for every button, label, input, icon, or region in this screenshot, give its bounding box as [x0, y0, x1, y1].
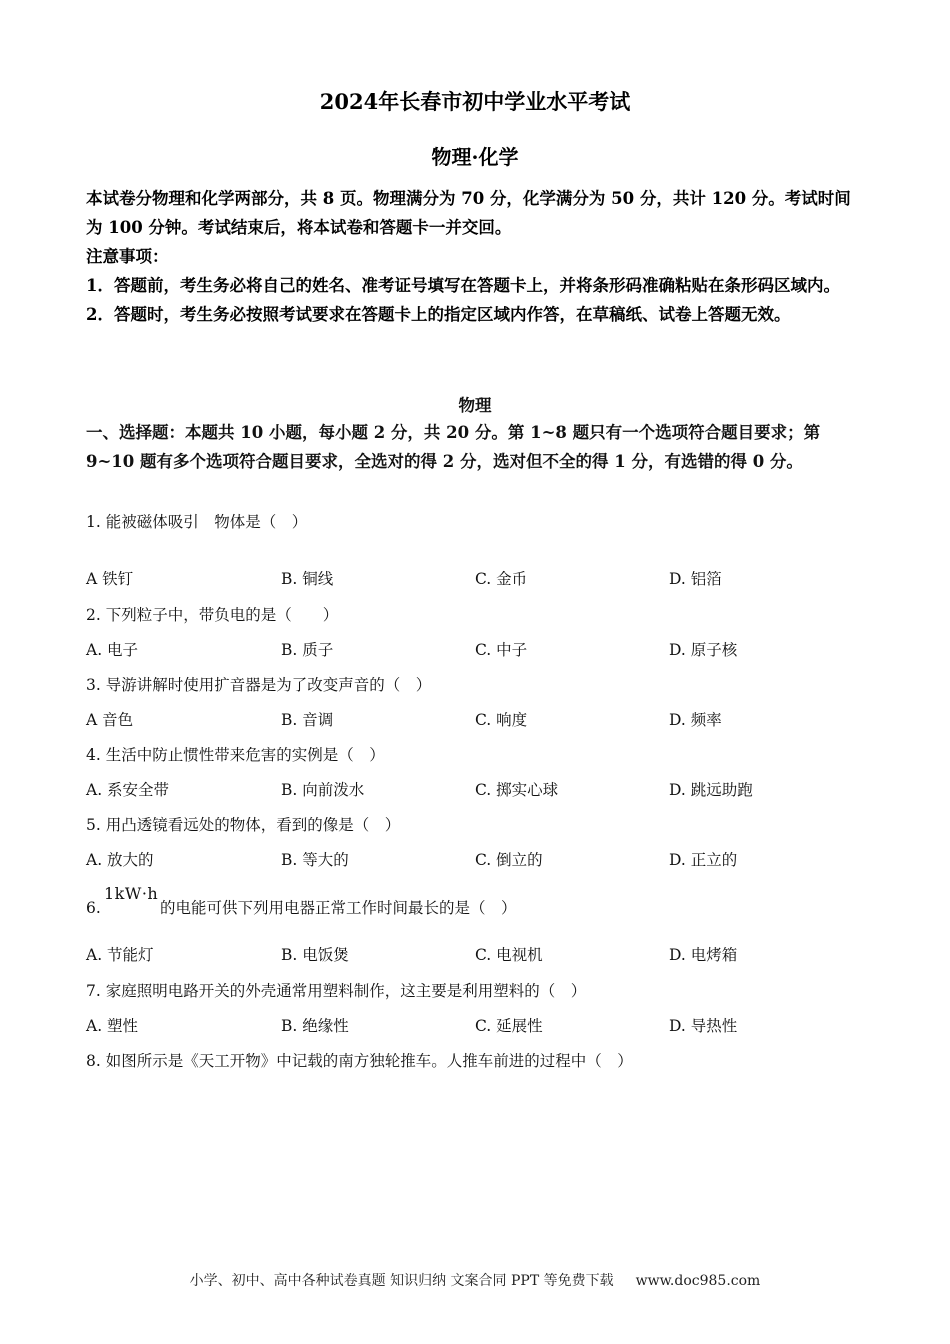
- question-stem: 5. 用凸透镜看远处的物体，看到的像是（ ）: [86, 816, 401, 834]
- option-d: D. 原子核: [669, 641, 738, 659]
- exam-subtitle: 物理·化学: [431, 145, 519, 169]
- question-options: [86, 945, 866, 965]
- question-stem: 的电能可供下列用电器正常工作时间最长的是（ ）: [160, 899, 517, 917]
- option-c: C. 中子: [475, 641, 528, 659]
- section-title: 物理: [458, 396, 492, 415]
- exam-instructions: [86, 184, 866, 329]
- option-b: B. 绝缘性: [281, 1017, 349, 1035]
- question-number: 6.: [86, 899, 101, 917]
- option-c: C. 倒立的: [475, 851, 543, 869]
- option-a: A. 节能灯: [86, 946, 154, 964]
- option-d: D. 跳远助跑: [669, 781, 753, 799]
- option-b: B. 铜线: [281, 570, 334, 588]
- note-1: 1．答题前，考生务必将自己的姓名、准考证号填写在答题卡上，并将条形码准确粘贴在条形码区域内。: [86, 276, 840, 295]
- option-d: D. 正立的: [669, 851, 738, 869]
- option-c: C. 延展性: [475, 1017, 543, 1035]
- option-c: C. 电视机: [475, 946, 543, 964]
- option-b: B. 音调: [281, 711, 334, 729]
- option-b: B. 质子: [281, 641, 334, 659]
- section-description: 一、选择题：本题共 10 小题，每小题 2 分，共 20 分。第 1~8 题只有一个选项符合题目要求；第 9~10 题有多个选项符合题目要求，全选对的得 2 分，选对但不全的得 1 分，有选错的得 0 分。: [86, 423, 821, 471]
- exam-overview: 本试卷分物理和化学两部分，共 8 页。物理满分为 70 分，化学满分为 50 分，共计 120 分。考试时间为 100 分钟。考试结束后，将本试卷和答题卡一并交回。: [86, 189, 851, 237]
- option-b: B. 电饭煲: [281, 946, 349, 964]
- energy-formula: 1kW·h: [104, 884, 159, 903]
- question-options: [86, 780, 866, 800]
- option-c: C. 响度: [475, 711, 528, 729]
- question-stem: 3. 导游讲解时使用扩音器是为了改变声音的（ ）: [86, 676, 432, 694]
- question-stem: 4. 生活中防止惯性带来危害的实例是（ ）: [86, 746, 385, 764]
- question-stem: 2. 下列粒子中，带负电的是（ ）: [86, 606, 339, 624]
- question-options: [86, 569, 866, 589]
- option-a: A. 放大的: [86, 851, 154, 869]
- question-stem: 7. 家庭照明电路开关的外壳通常用塑料制作，这主要是利用塑料的（ ）: [86, 982, 587, 1000]
- footer-text: 小学、初中、高中各种试卷真题 知识归纳 文案合同 PPT 等免费下载: [189, 1273, 614, 1289]
- option-d: D. 导热性: [669, 1017, 738, 1035]
- option-a: A 音色: [86, 711, 134, 729]
- option-a: A 铁钉: [86, 570, 134, 588]
- option-d: D. 频率: [669, 711, 722, 729]
- option-b: B. 等大的: [281, 851, 349, 869]
- page-footer: [0, 1270, 950, 1290]
- option-d: D. 铝箔: [669, 570, 722, 588]
- footer-link[interactable]: www.doc985.com: [635, 1273, 761, 1289]
- option-a: A. 塑性: [86, 1017, 139, 1035]
- option-a: A. 系安全带: [86, 781, 170, 799]
- note-2: 2．答题时，考生务必按照考试要求在答题卡上的指定区域内作答，在草稿纸、试卷上答题无效。: [86, 305, 791, 324]
- question-stem: 1. 能被磁体吸引 物体是（ ）: [86, 513, 308, 531]
- question-stem: 8. 如图所示是《天工开物》中记载的南方独轮推车。人推车前进的过程中（ ）: [86, 1052, 633, 1070]
- option-c: C. 掷实心球: [475, 781, 559, 799]
- option-d: D. 电烤箱: [669, 946, 738, 964]
- question-options: [86, 640, 866, 660]
- question-options: [86, 710, 866, 730]
- option-c: C. 金币: [475, 570, 528, 588]
- question-options: [86, 1016, 866, 1036]
- question-options: [86, 850, 866, 870]
- option-a: A. 电子: [86, 641, 139, 659]
- exam-title: 2024年长春市初中学业水平考试: [319, 89, 631, 114]
- option-b: B. 向前泼水: [281, 781, 365, 799]
- notes-title: 注意事项：: [86, 247, 169, 266]
